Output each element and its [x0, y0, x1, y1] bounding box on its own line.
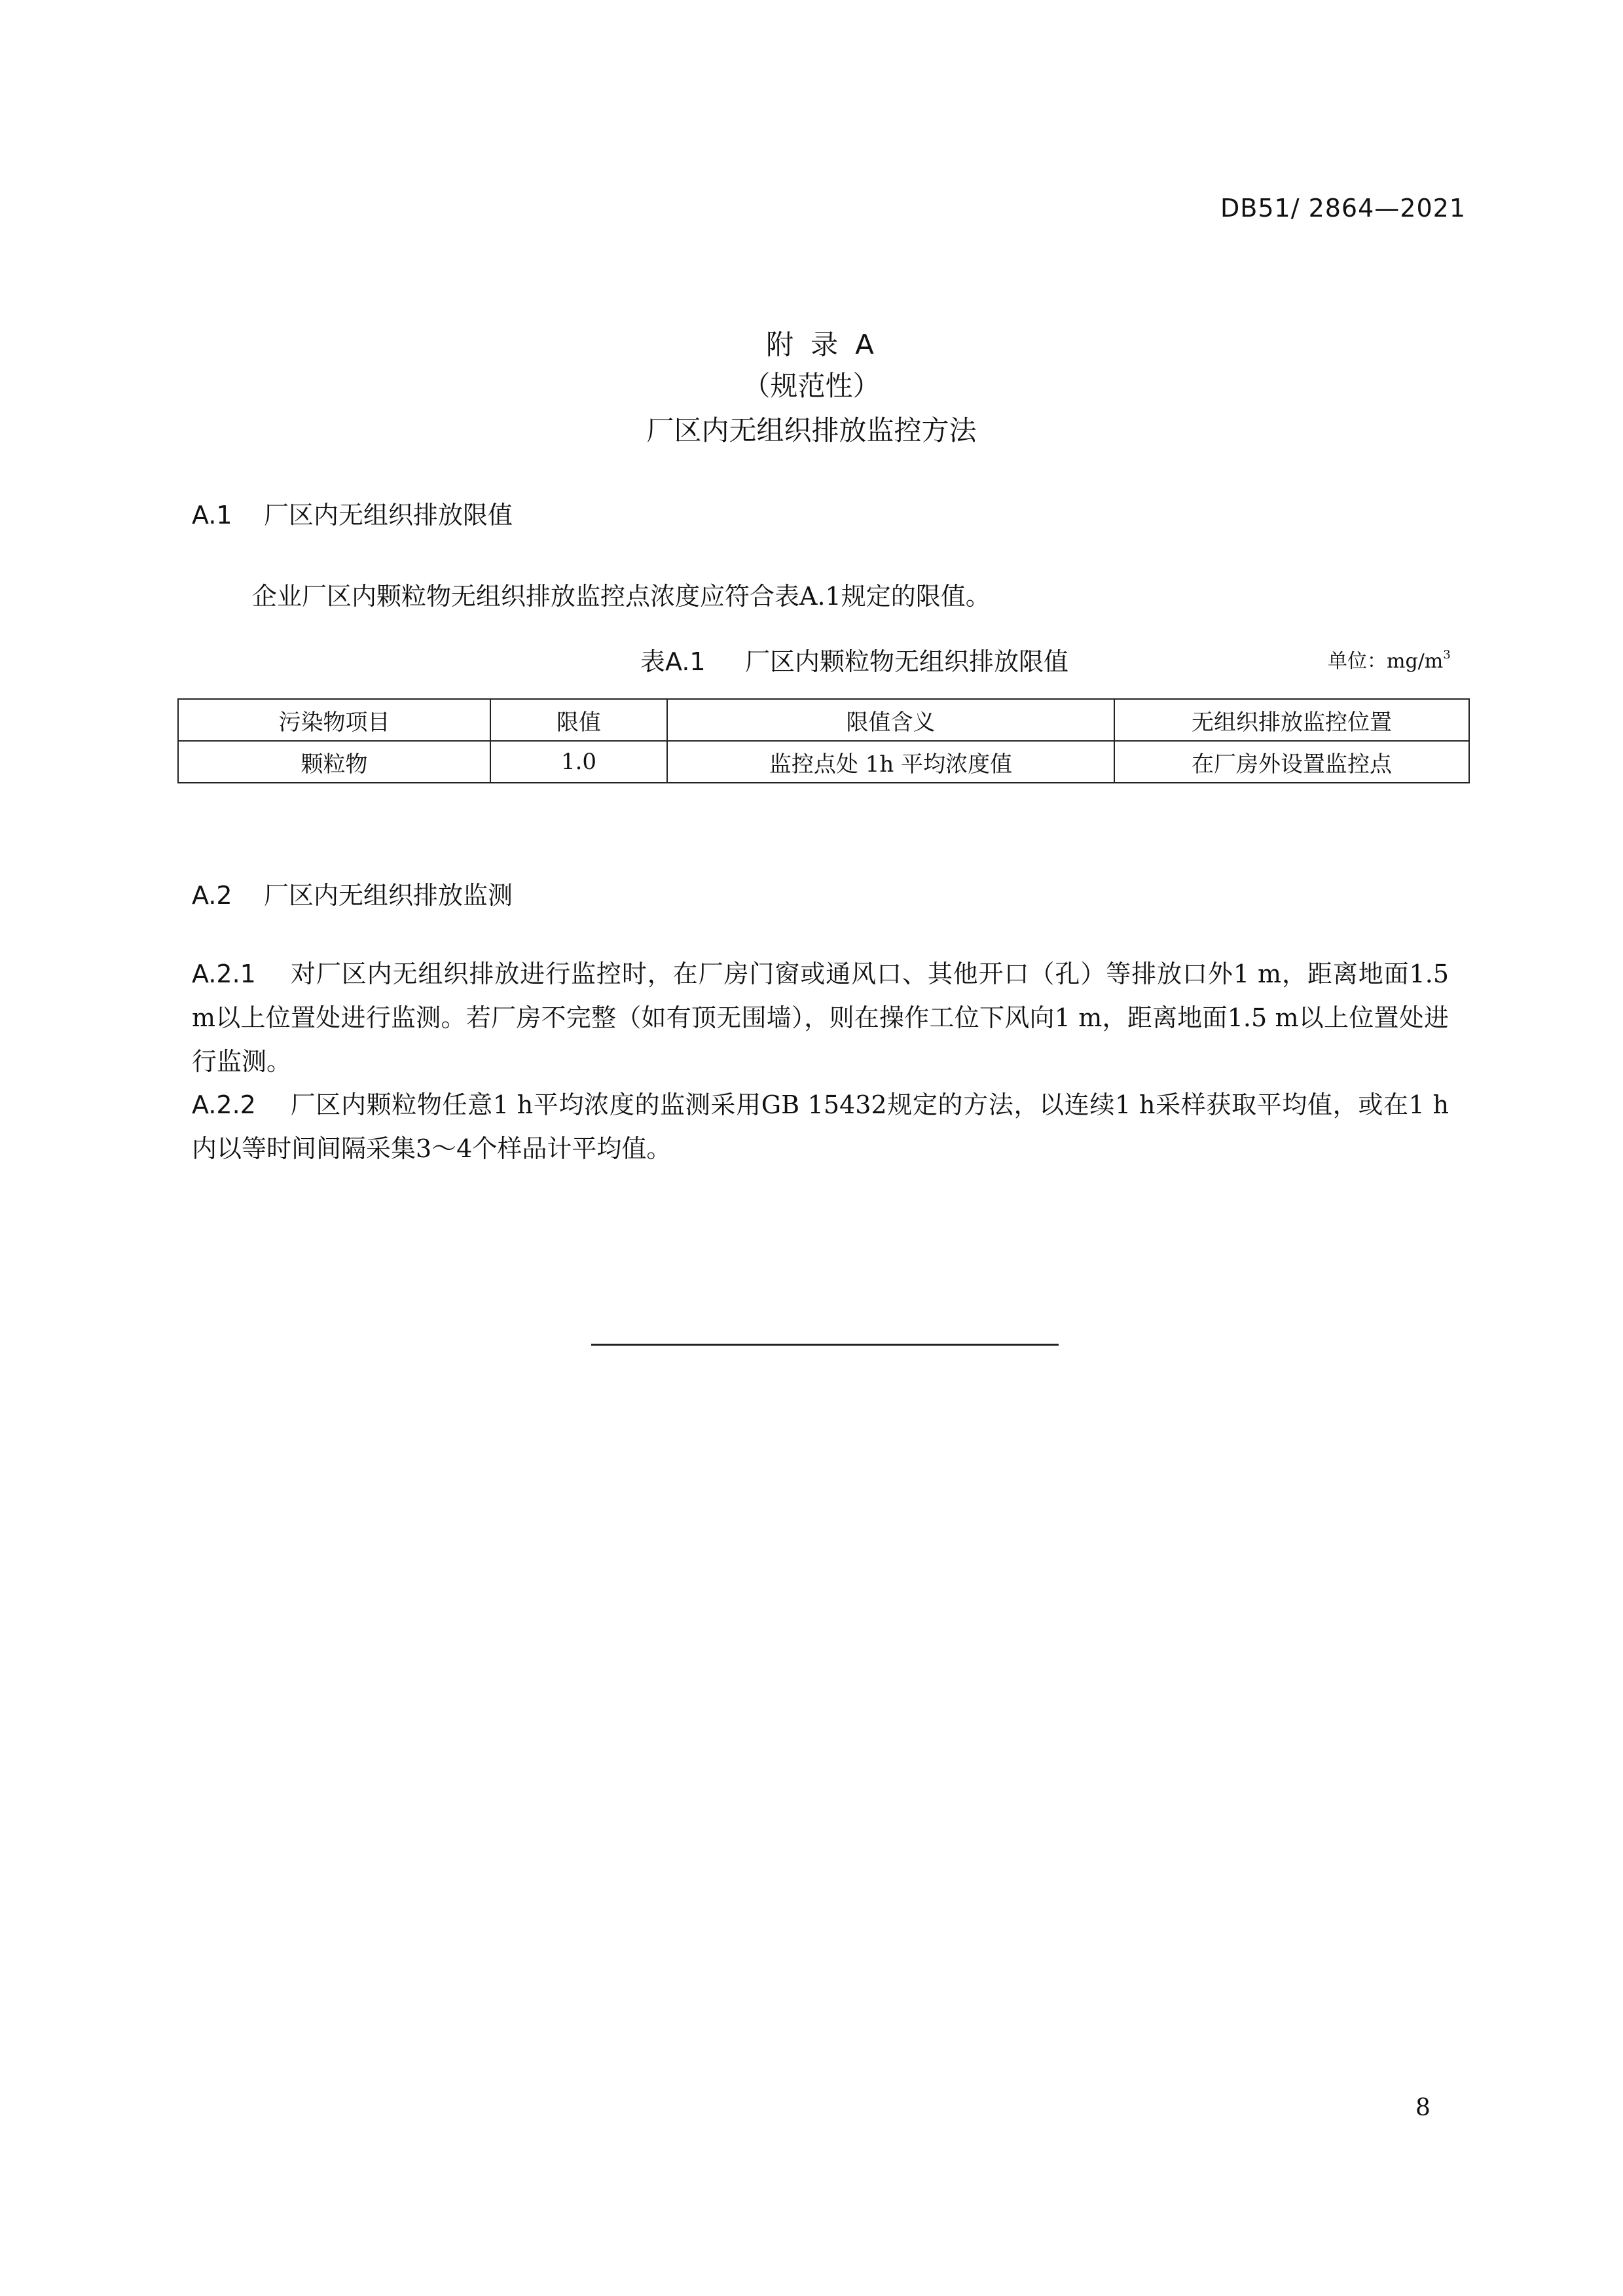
- section-number: A.1: [192, 501, 232, 529]
- end-rule-divider: [591, 1344, 1059, 1346]
- table-unit: [1328, 645, 1451, 673]
- table-cell: 1.0: [490, 741, 667, 783]
- clause-a22: [192, 1083, 1449, 1171]
- clause-text: 厂区内颗粒物任意1 h平均浓度的监测采用GB 15432规定的方法，以连续1 h采样获取平均值，或在1 h内以等时间间隔采集3～4个样品计平均值。: [192, 1090, 1449, 1163]
- table-header-cell: 污染物项目: [178, 699, 490, 741]
- table-row: [178, 741, 1469, 783]
- table-cell: 颗粒物: [178, 741, 490, 783]
- section-number: A.2: [192, 881, 232, 910]
- section-a2-heading: [192, 875, 513, 911]
- clause-text: 对厂区内无组织排放进行监控时，在厂房门窗或通风口、其他开口（孔）等排放口外1 m，距离地面1.5 m以上位置处进行监测。若厂房不完整（如有顶无围墙），则在操作工位下风向1 m，距离地面1.5 m以上位置处进行监测。: [192, 960, 1449, 1076]
- table-unit-superscript: 3: [1443, 648, 1451, 662]
- table-unit-label: 单位：mg/m: [1328, 650, 1444, 673]
- annex-heading: 厂区内无组织排放监控方法: [646, 414, 977, 446]
- table-header-row: [178, 699, 1469, 741]
- page-number: 8: [1415, 2094, 1431, 2121]
- document-code: DB51/ 2864—2021: [1220, 194, 1466, 223]
- clause-number: A.2.1: [192, 960, 256, 988]
- section-a1-paragraph: 企业厂区内颗粒物无组织排放监控点浓度应符合表A.1规定的限值。: [252, 582, 991, 611]
- table-cell: 监控点处 1h 平均浓度值: [667, 741, 1114, 783]
- table-caption-title: 厂区内颗粒物无组织排放限值: [745, 647, 1069, 676]
- annex-subtitle: （规范性）: [742, 370, 881, 402]
- clause-a21: [192, 952, 1449, 1084]
- section-title: 厂区内无组织排放监测: [264, 881, 513, 910]
- table-caption: [640, 641, 1068, 677]
- table-header-cell: 无组织排放监控位置: [1114, 699, 1469, 741]
- section-a1-heading: [192, 495, 513, 531]
- clause-number: A.2.2: [192, 1090, 256, 1119]
- table-header-cell: 限值: [490, 699, 667, 741]
- section-title: 厂区内无组织排放限值: [264, 501, 513, 529]
- table-caption-number: 表A.1: [640, 647, 706, 676]
- limits-table: [177, 698, 1470, 783]
- table-cell: 在厂房外设置监控点: [1114, 741, 1469, 783]
- annex-title: 附录A: [766, 329, 891, 361]
- table-header-cell: 限值含义: [667, 699, 1114, 741]
